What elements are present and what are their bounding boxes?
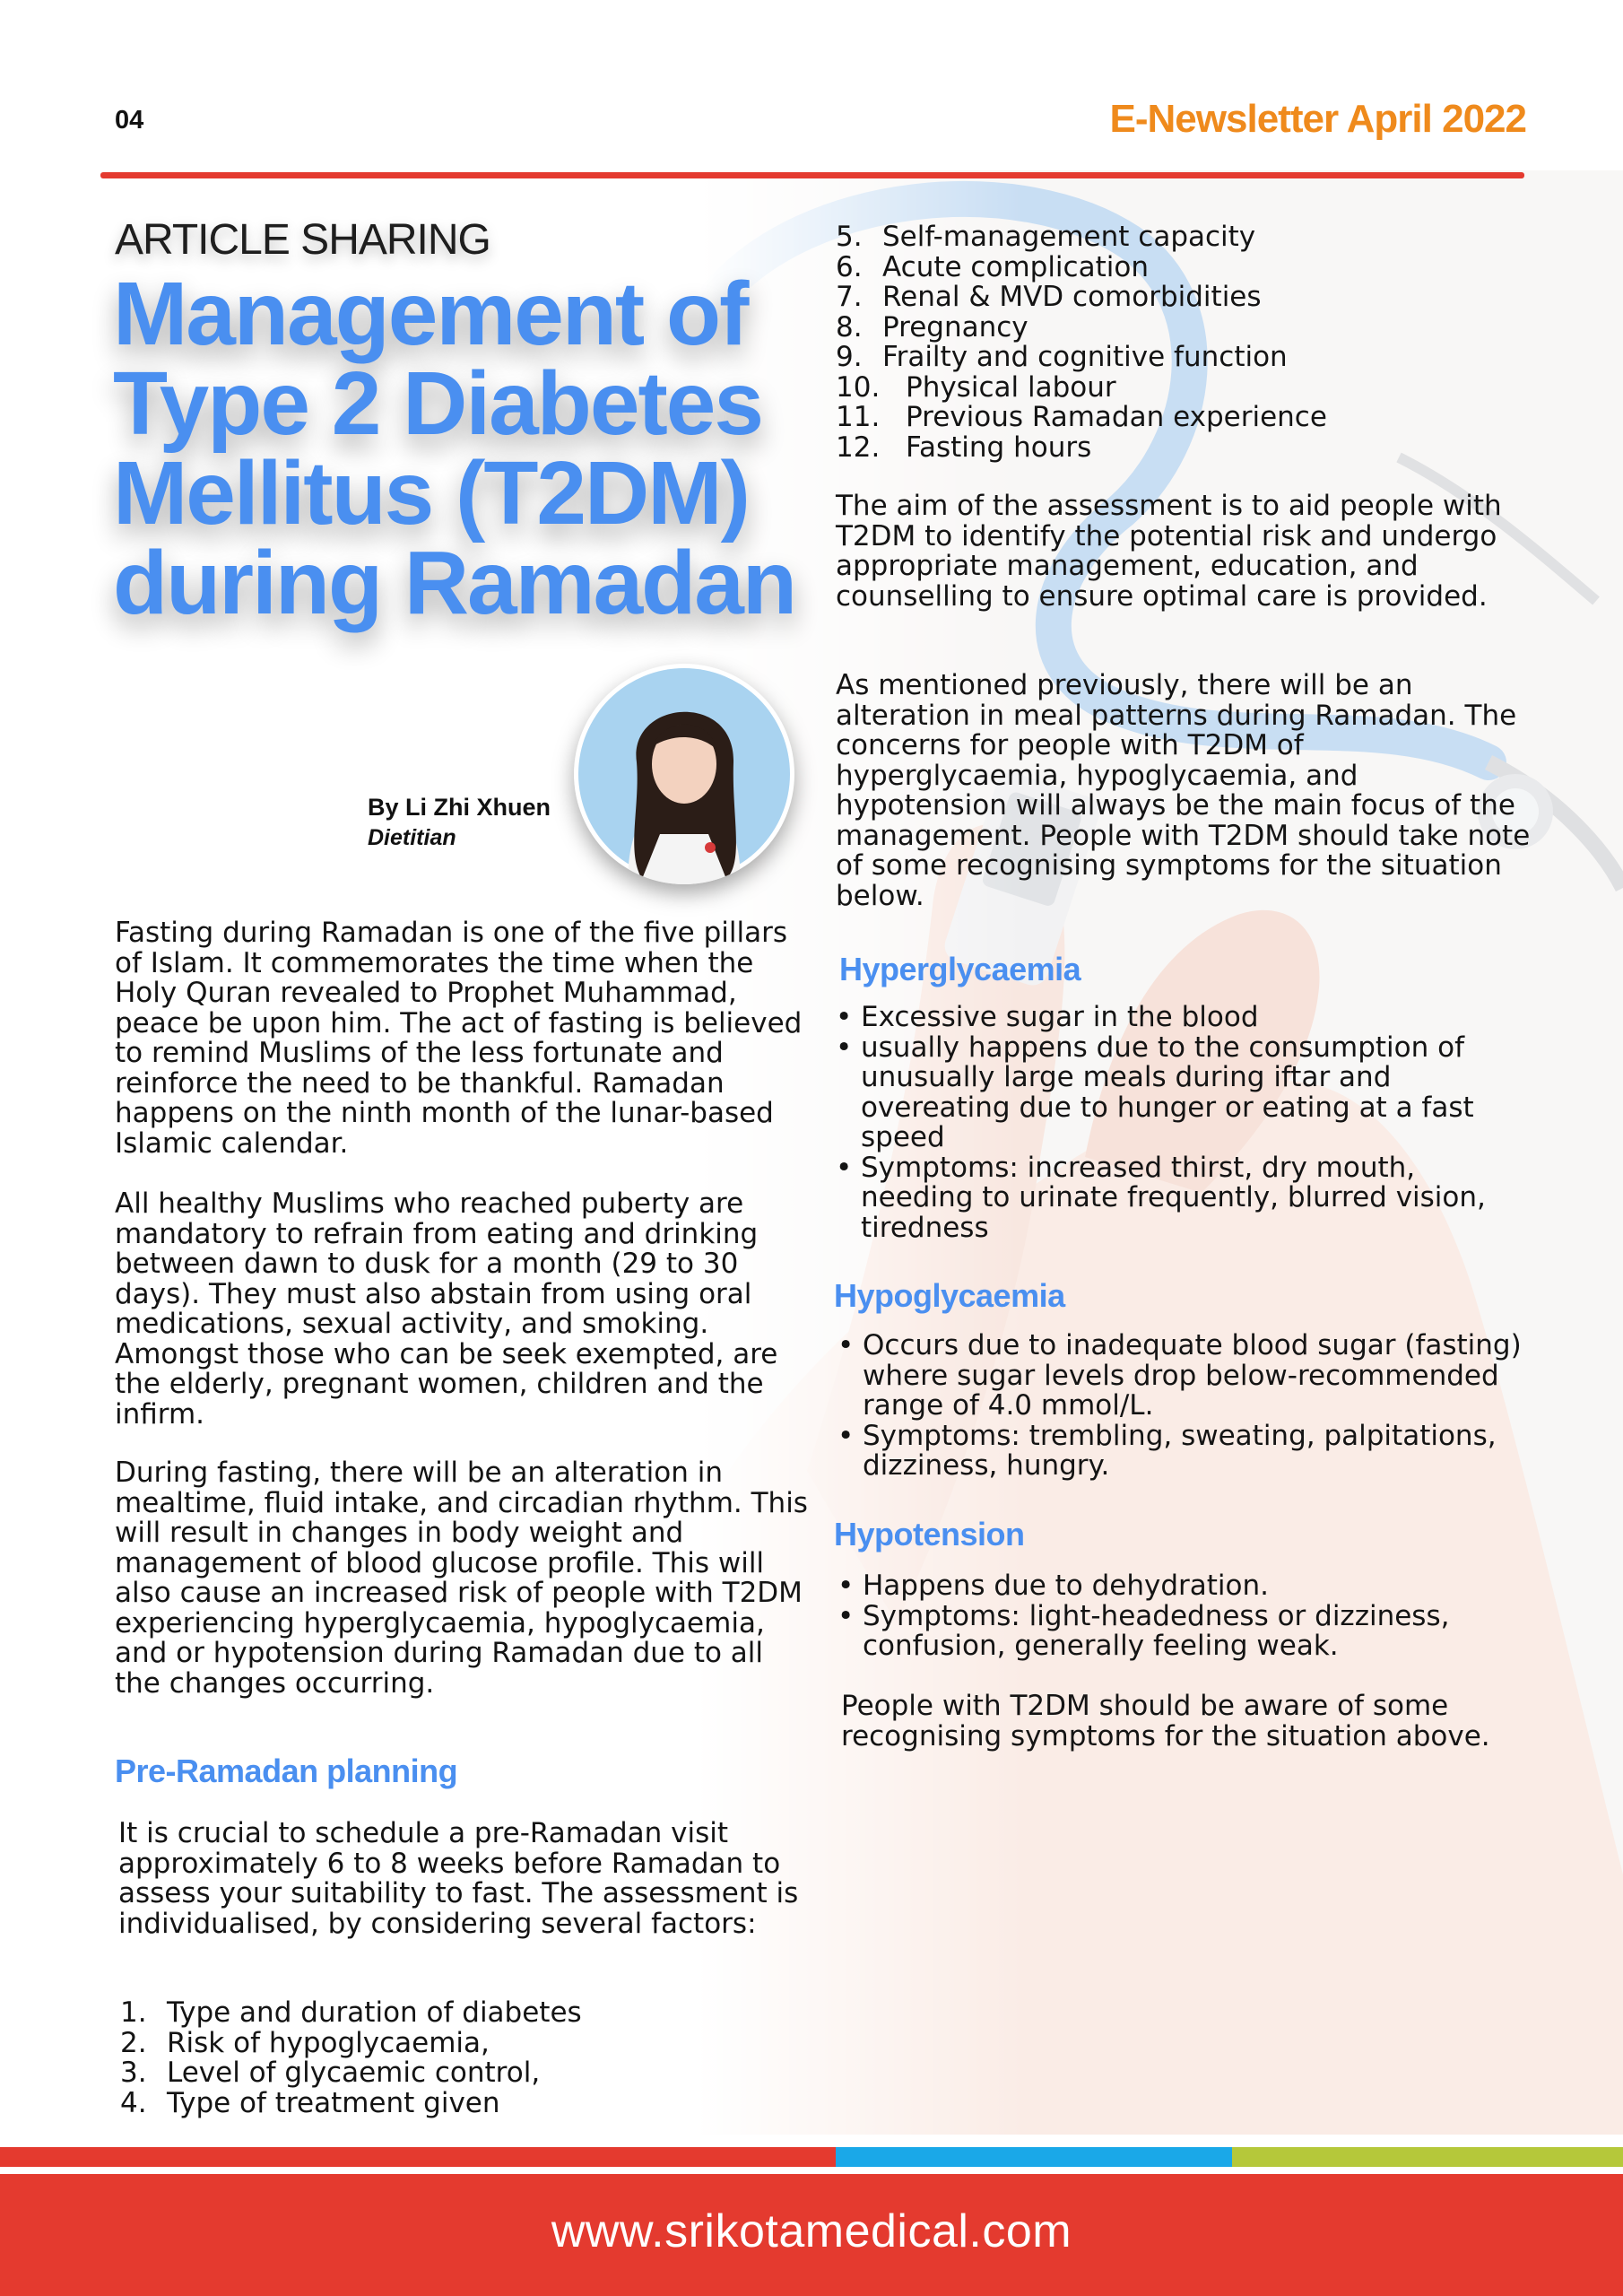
right-column-p1	[836, 491, 1535, 612]
list-number: 3.	[120, 2057, 147, 2089]
list-text: Self-management capacity	[882, 221, 1256, 253]
list-text: Frailty and cognitive function	[882, 341, 1288, 373]
list-text: Level of glycaemic control,	[167, 2057, 541, 2089]
list-item	[836, 343, 1535, 373]
hyper-section	[839, 951, 1539, 988]
list-item: • Symptoms: trembling, sweating, palpitations, dizziness, hungry.	[838, 1422, 1537, 1482]
footer-strip-red	[0, 2147, 836, 2167]
list-number: 10.	[836, 370, 881, 404]
pre-ramadan-paragraph: It is crucial to schedule a pre-Ramadan visit approximately 6 to 8 weeks before Ramadan to assess your suitability to fast. The assessment is individualised, by considering several factors:	[118, 1817, 799, 1940]
management-focus-paragraph: As mentioned previously, there will be an alteration in meal patterns during Ramadan. The concerns for people with T2DM of hyperglycaemia, hypoglycaemia, and hypotension will always be the main focus of the management. People with T2DM should take note of some recognising symptoms for the situation below.	[836, 669, 1531, 912]
list-item	[836, 430, 1535, 464]
list-text: Risk of hypoglycaemia,	[167, 2026, 490, 2059]
left-column-heading	[115, 1752, 814, 1790]
assessment-factors-list-1	[120, 1998, 820, 2118]
list-number: 2.	[120, 2026, 147, 2059]
hyperglycaemia-list	[836, 1003, 1535, 1243]
list-item	[120, 2026, 820, 2059]
fasting-effects-paragraph: During fasting, there will be an alteration in mealtime, fluid intake, and circadian rhythm. This will result in changes in body weight and management of blood glucose profile. This will also cause an increased risk of people with T2DM experiencing hyperglycaemia, hypoglycaemia, and or hypotension during Ramadan due to all the changes occurring.	[115, 1457, 808, 1700]
closing-wrap	[841, 1692, 1532, 1752]
list-item	[836, 370, 1535, 404]
pre-ramadan-heading: Pre-Ramadan planning	[115, 1752, 458, 1789]
hypo-list-wrap	[838, 1331, 1537, 1482]
list-item	[836, 222, 1535, 253]
list-number: 5.	[836, 221, 863, 253]
list-number: 11.	[836, 401, 881, 433]
list-item	[120, 1998, 820, 2029]
list-item: • Excessive sugar in the blood	[836, 1003, 1535, 1033]
hypoglycaemia-heading: Hypoglycaemia	[834, 1277, 1065, 1314]
newsletter-issue: E-Newsletter April 2022	[1109, 97, 1526, 141]
author-role: Dietitian	[368, 825, 456, 850]
hypo-section	[834, 1277, 1533, 1315]
right-column-factors	[836, 222, 1535, 463]
list-item	[836, 403, 1535, 433]
list-item	[120, 2058, 820, 2089]
left-column-p2	[115, 1189, 814, 1430]
hypoglycaemia-list	[838, 1331, 1537, 1482]
list-item	[836, 250, 1535, 283]
assessment-aim-paragraph: The aim of the assessment is to aid people with T2DM to identify the potential risk and undergo appropriate management, education, and counselling to ensure optimal care is provided.	[836, 490, 1502, 613]
left-column-factors	[120, 1998, 820, 2118]
left-column-p4	[118, 1819, 818, 1939]
list-text: Fasting hours	[906, 430, 1092, 464]
fasting-rules-paragraph: All healthy Muslims who reached puberty are mandatory to refrain from eating and drinking between dawn to dusk for a month (29 to 30 days). They must also abstain from using oral medications, sexual activity, and smoking. Amongst those who can be seek exempted, are the elderly, pregnant women, children and the infirm.	[115, 1187, 778, 1431]
hyperglycaemia-heading: Hyperglycaemia	[839, 951, 1081, 987]
list-text: Acute complication	[882, 250, 1149, 283]
hypotension-list	[838, 1571, 1537, 1662]
list-text: Type and duration of diabetes	[167, 1996, 582, 2029]
website-link[interactable]: www.srikotamedical.com	[551, 2205, 1072, 2257]
title-line: during Ramadan	[113, 533, 795, 633]
author-portrait	[574, 664, 794, 884]
list-number: 1.	[120, 1996, 147, 2029]
list-text: Physical labour	[906, 370, 1116, 404]
list-text: Previous Ramadan experience	[906, 401, 1327, 433]
list-item	[836, 310, 1535, 344]
list-number: 4.	[120, 2086, 147, 2119]
list-item: • Symptoms: increased thirst, dry mouth, needing to urinate frequently, blurred vision, tiredness	[836, 1153, 1535, 1244]
left-column	[115, 918, 814, 1159]
list-text: Type of treatment given	[167, 2086, 500, 2119]
list-item	[836, 283, 1535, 313]
list-item: • Occurs due to inadequate blood sugar (fasting) where sugar levels drop below-recommended range of 4.0 mmol/L.	[838, 1331, 1537, 1422]
list-number: 9.	[836, 341, 863, 373]
right-column-p2	[836, 671, 1535, 911]
assessment-factors-list-2	[836, 222, 1535, 463]
section-tag: ARTICLE SHARING	[115, 216, 490, 264]
list-number: 7.	[836, 281, 863, 313]
page-number: 04	[115, 106, 144, 135]
list-number: 12.	[836, 430, 881, 464]
closing-paragraph: People with T2DM should be aware of some recognising symptoms for the situation above.	[841, 1690, 1490, 1752]
list-text: Renal & MVD comorbidities	[882, 281, 1262, 313]
hypot-section	[834, 1516, 1533, 1553]
list-item: • Symptoms: light-headedness or dizziness, confusion, generally feeling weak.	[838, 1602, 1537, 1662]
list-number: 6.	[836, 250, 863, 283]
title-line: Management of	[113, 264, 748, 364]
footer-bar	[0, 2174, 1623, 2296]
list-number: 8.	[836, 310, 863, 344]
hypotension-heading: Hypotension	[834, 1516, 1025, 1552]
article-title	[113, 264, 830, 633]
list-item	[120, 2086, 820, 2119]
header-rule	[100, 172, 1524, 178]
footer-strip-cyan	[836, 2147, 1232, 2167]
hyper-list-wrap	[836, 1003, 1535, 1243]
title-line: Mellitus (T2DM)	[113, 443, 749, 544]
left-column-p3	[115, 1458, 814, 1699]
list-text: Pregnancy	[882, 310, 1028, 344]
title-line: Type 2 Diabetes	[113, 353, 763, 454]
footer-strip-lime	[1232, 2147, 1623, 2167]
author-byline	[368, 794, 551, 851]
intro-paragraph: Fasting during Ramadan is one of the five pillars of Islam. It commemorates the time when the Holy Quran revealed to Prophet Muhammad, peace be upon him. The act of fasting is believed to remind Muslims of the less fortunate and reinforce the need to be thankful. Ramadan happens on the ninth month of the lunar-based Islamic calendar.	[115, 917, 803, 1160]
list-item: • Happens due to dehydration.	[838, 1571, 1537, 1602]
author-avatar	[574, 664, 794, 884]
hypot-list-wrap	[838, 1571, 1537, 1662]
list-item: • usually happens due to the consumption of unusually large meals during iftar and overeating due to hunger or eating at a fast speed	[836, 1033, 1535, 1153]
author-name: By Li Zhi Xhuen	[368, 794, 551, 821]
